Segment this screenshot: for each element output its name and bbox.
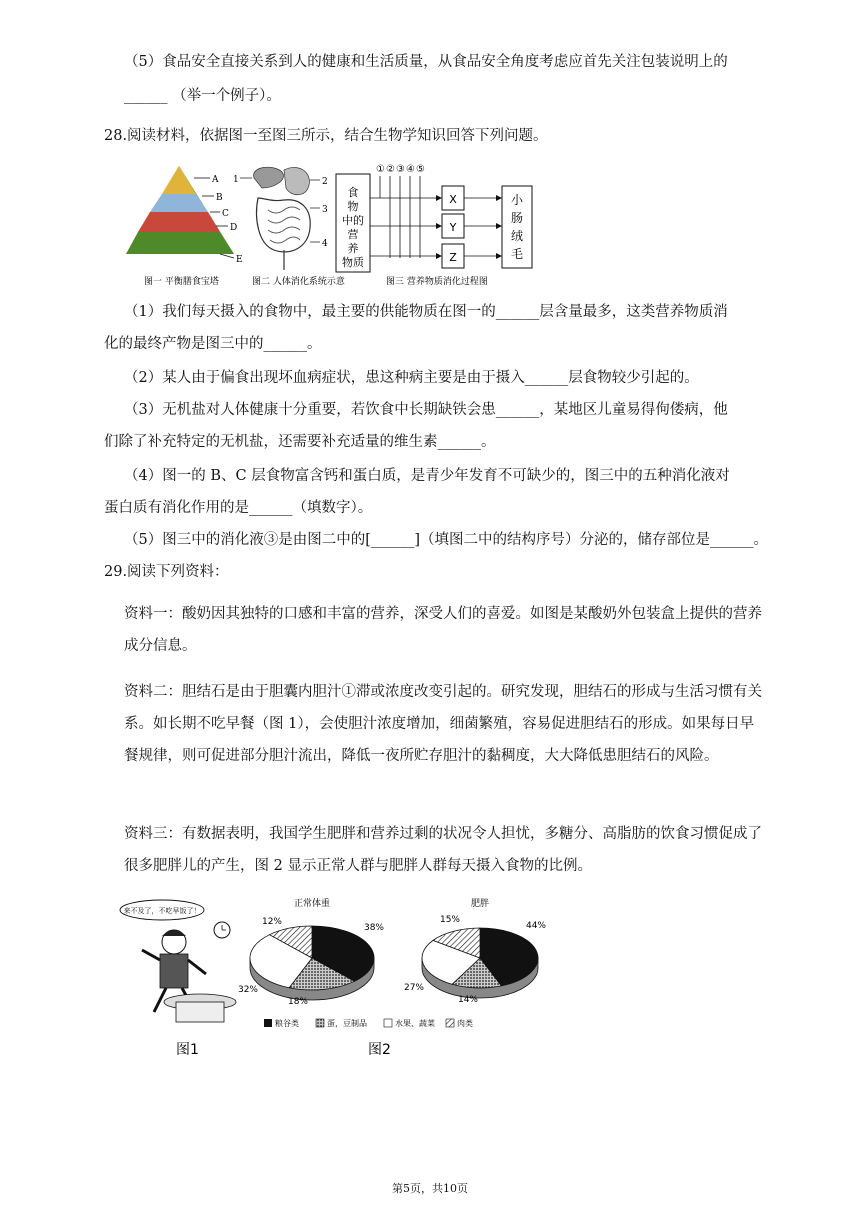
- flow-circle-1: ①: [376, 164, 385, 175]
- flow-circle-4: ④: [406, 164, 415, 175]
- pie-value-label: 38%: [363, 923, 385, 933]
- digestion-flow-figure: [336, 164, 532, 287]
- flow-circle-3: ③: [396, 164, 405, 175]
- pie-value-label: 27%: [403, 983, 425, 993]
- pyramid-label-d: D: [230, 223, 238, 233]
- q28-item1-line2: 化的最终产物是图三中的______。: [104, 336, 322, 352]
- flow-target-2: 肠: [510, 211, 524, 225]
- legend-grain: 粮谷类: [275, 1019, 299, 1028]
- pie-legend: [264, 1018, 473, 1029]
- cartoon-speech-bubble: 来不及了，不吃早饭了！: [123, 907, 201, 915]
- q27-item5-line2: ______ （举一个例子）。: [124, 88, 281, 104]
- pyramid-label-e: E: [236, 255, 243, 265]
- pie-value-label: 32%: [237, 985, 259, 995]
- pie-title-normal: 正常体重: [293, 899, 331, 909]
- q29-material2: 资料二：胆结石是由于胆囊内胆汁①滞或浓度改变引起的。研究发现，胆结石的形成与生活习惯有关系。如长期不吃早餐（图 1），会使胆汁浓度增加，细菌繁殖，容易促进胆结石的形成。如果每日早餐规律，则可促进部分胆汁流出，降低一夜所贮存胆汁的黏稠度，大大降低患胆结石的风险。: [124, 684, 762, 764]
- q28-item4-line1: （4）图一的 B、C 层食物富含钙和蛋白质，是青少年发育不可缺少的，图三中的五种消化液对: [124, 468, 730, 484]
- q29-material1: 资料一：酸奶因其独特的口感和丰富的营养，深受人们的喜爱。如图是某酸奶外包装盒上提供的营养成分信息。: [124, 606, 762, 654]
- digestive-label-1: 1: [233, 175, 239, 185]
- pie-value-label: 18%: [287, 997, 309, 1007]
- q28-item3-line2: 们除了补充特定的无机盐，还需要补充适量的维生素______。: [104, 434, 496, 450]
- pie-title-obese: 肥胖: [470, 899, 490, 909]
- pyramid-label-a: A: [212, 175, 219, 185]
- skip-breakfast-cartoon: [120, 900, 236, 1058]
- q28-figures: [124, 158, 584, 290]
- digestive-label-2: 2: [322, 177, 328, 187]
- flow-target-4: 毛: [510, 247, 524, 261]
- flow-product-y: Y: [449, 221, 457, 234]
- flow-target-3: 绒: [510, 229, 524, 243]
- flow-circle-2: ②: [386, 164, 395, 175]
- digestive-label-4: 4: [322, 239, 328, 249]
- fig1-caption: 图一 平衡膳食宝塔: [144, 277, 219, 287]
- q28-item2: （2）某人由于偏食出现坏血病症状，患这种病主要是由于摄入______层食物较少引起的。: [124, 370, 699, 386]
- flow-source-4: 营: [347, 228, 359, 241]
- q29-stem: 29.阅读下列资料：: [104, 564, 229, 580]
- pie-value-label: 44%: [525, 921, 547, 931]
- fig2-label: 图2: [368, 1042, 391, 1058]
- flow-source-5: 养: [347, 242, 359, 255]
- pie-value-label: 14%: [457, 995, 479, 1005]
- flow-product-x: X: [449, 193, 457, 206]
- fig2-caption: 图二 人体消化系统示意: [252, 277, 345, 287]
- flow-circle-5: ⑤: [416, 164, 425, 175]
- food-pyramid-figure: [126, 166, 243, 287]
- fig1-label: 图1: [176, 1042, 199, 1058]
- q29-figures: [116, 890, 556, 1070]
- q28-item1-line1: （1）我们每天摄入的食物中，最主要的供能物质在图一的______层含量最多，这类营养物质消: [124, 304, 728, 320]
- flow-source-1: 食: [347, 186, 359, 199]
- fig3-caption: 图三 营养物质消化过程图: [386, 277, 488, 287]
- pyramid-label-b: B: [216, 193, 223, 203]
- q28-item3-line1: （3）无机盐对人体健康十分重要，若饮食中长期缺铁会患______，某地区儿童易得佝偻病，他: [124, 402, 728, 418]
- pyramid-label-c: C: [222, 209, 229, 219]
- pie-value-label: 12%: [261, 917, 283, 927]
- pie-value-label: 15%: [439, 915, 461, 925]
- flow-product-z: Z: [449, 251, 457, 264]
- legend-meat: 肉类: [457, 1019, 473, 1028]
- digestive-system-figure: [233, 167, 345, 287]
- pie-normal-weight: [238, 917, 384, 1007]
- q28-stem: 28.阅读材料，依据图一至图三所示，结合生物学知识回答下列问题。: [104, 128, 548, 144]
- page-footer: 第5页，共10页: [392, 1182, 468, 1195]
- flow-source-2: 物: [347, 200, 359, 213]
- legend-fruit-veg: 水果、蔬菜: [395, 1019, 435, 1028]
- digestive-label-3: 3: [322, 205, 328, 215]
- q28-item4-line2: 蛋白质有消化作用的是______（填数字）。: [104, 500, 373, 516]
- q27-item5-line1: （5）食品安全直接关系到人的健康和生活质量，从食品安全角度考虑应首先关注包装说明上的: [124, 54, 728, 70]
- flow-target-1: 小: [510, 193, 524, 207]
- pie-obese: [404, 915, 546, 1005]
- flow-source-3: 中的: [342, 214, 364, 227]
- q28-item5: （5）图三中的消化液③是由图二中的[______]（填图二中的结构序号）分泌的，储存部位是______。: [124, 532, 769, 548]
- q29-material3: 资料三：有数据表明，我国学生肥胖和营养过剩的状况令人担忧，多糖分、高脂肪的饮食习惯促成了很多肥胖儿的产生，图 2 显示正常人群与肥胖人群每天摄入食物的比例。: [124, 826, 762, 874]
- flow-source-6: 物质: [342, 256, 364, 269]
- legend-egg-bean: 蛋，豆制品: [327, 1019, 367, 1028]
